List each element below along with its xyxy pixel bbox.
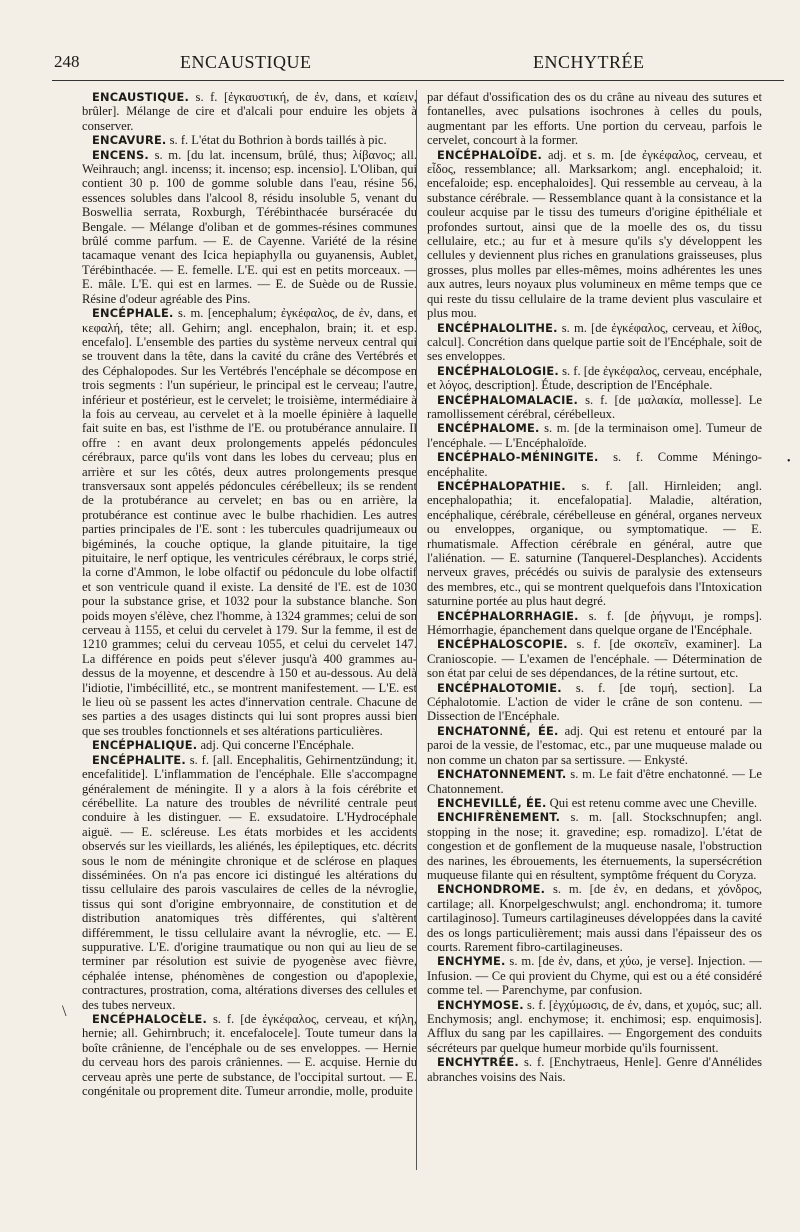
right-running-head: ENCHYTRÉE xyxy=(533,52,645,72)
entry-definition: s. m. [de ἐν, dans, et χύω, je verse]. Injection. — Infusion. — Ce qui provient du Chyme, qui est ou a été considéré comme tel. — Parenchyme, par confusion. xyxy=(427,954,762,998)
dictionary-entry xyxy=(427,393,762,422)
dictionary-entry xyxy=(427,321,762,364)
entry-headword: ENCAVURE. xyxy=(92,133,167,148)
entry-definition: s. f. [de τομή, section]. La Céphalotomie. L'action de vider le crâne de son contenu. — Dissection de l'Encéphale. xyxy=(427,680,762,724)
entry-definition: s. f. [de σκοπεῖν, examiner]. La Cranioscopie. — L'examen de l'encéphale. — Détermination de son état par celui de ses dépendances, de la rétine surtout, etc. xyxy=(427,637,762,681)
entry-headword: ENCÉPHALOTOMIE. xyxy=(437,680,562,695)
entry-definition: s. f. [de ἐγκέφαλος, cerveau, et κήλη, hernie; all. Gehirnbruch; it. encefalocele]. Toute tumeur dans la boîte crânienne, de l'encéphale ou de ses enveloppes. — Hernie du cerveau hors des parois crâniennes. — E. acquise. Hernie du cerveau après une perte de substance, de l'occipital surtout. — E. congénitale ou proprement dite. Tumeur arrondie, molle, produite xyxy=(82,1012,417,1099)
entry-definition: s. f. [Enchytraeus, Henle]. Genre d'Annélides abranches voisins des Nais. xyxy=(427,1055,762,1084)
entry-definition: s. f. [de ῥήγνυμι, je romps]. Hémorrhagie, épanchement dans quelque organe de l'Encéphale. xyxy=(427,608,762,638)
right-column xyxy=(427,90,762,1200)
dictionary-entry xyxy=(427,1055,762,1084)
entry-definition: s. m. [encephalum; ἐγκέφαλος, de ἐν, dans, et κεφαλή, tête; all. Gehirn; angl. encephalon, brain; it. et esp. encefalo]. L'ensemble des parties du système nerveux central qui se trouvent dans la tête, dans la cavité du crâne des Vertébrés et des Céphalopodes. Sur les Vertébrés l'encéphale se décompose en trois segments : l'un supérieur, le principal est le cerveau; l'autre, inférieur et postérieur, est le cervelet; le troisième, intermédiaire à la fois au cerveau, au cervelet et à la moelle épinière à laquelle fait suite en bas, est l'isthme de l'E. ou protubérance annulaire. Il offre : en avant deux prolongements appelés pédoncules cérébraux, parce qu'ils vont dans les lobes du cerveau; plus en arrière et sur les côtés, deux autres prolongements presque transversaux sont appelés pédoncules cérébelleux; ils se rendent de la protubérance au cervelet; en bas ou en arrière, la protubérance est continue avec le bulbe rhachidien. Les autres parties principales de l'E. sont : les tubercules quadrijumeaux ou bigéminés, la couche optique, la glande pituitaire, la tige pituitaire, le nerf optique, les ventricules cérébraux, le corps strié, la corne d'Ammon, le lobe olfactif ou pédoncule du lobe olfactif et son ventricule quand il existe. La densité de l'E. est de 1030 pour la substance grise, et 1032 pour la substance blanche. Son poids moyen s'élève, chez l'homme, à 1324 grammes; celui de son cerveau à 1155, et celui du cervelet à 179. Sur la femme, il est de 1210 grammes; celui du cerveau 1055, et celui du cervelet 147. La différence en poids peut s'élever jusqu'à 400 grammes au-dessus de la moyenne, et descendre à 150 et au-dessous. Au delà l'idiotie, l'imbécillité, etc., se montrent manifestement. — L'E. est le lieu où se passent les actes d'innervation centrale. Chacune de ses parties a des usages distincts qui lui sont propres aussi bien que ses troubles fonctionnels et ses altérations particulières. xyxy=(82,306,417,738)
dictionary-entry xyxy=(427,796,762,810)
entry-headword: ENCÉPHALOMALACIE. xyxy=(437,392,579,407)
entry-definition: s. m. [du lat. incensum, brûlé, thus; λίβανος; all. Weihrauch; angl. incenss; it. incenso; esp. incensio]. L'Oliban, qui contient 30 p. 100 de gomme soluble dans l'eau, résine 56, essences solubles dans l'alcool 8, résidu insoluble 5, venant du Boswellia serrata, Roxburgh, Térébinthacée burséracée du Bengale. — Mélange d'oliban et de gommes-résines communes brûlé comme parfum. — E. de Cayenne. Variété de la résine tacamaque venant des Icica hepiaphylla ou guyanensis, Aublet, Térébinthacée. — E. femelle. L'E. qui est en petits morceaux. — E. mâle. L'E. qui est en larmes. — E. de Suède ou de Russie. Résine d'odeur agréable des Pins. xyxy=(82,147,417,306)
entry-definition: Qui est retenu comme avec une Cheville. xyxy=(546,795,758,810)
dictionary-entry xyxy=(427,609,762,638)
dictionary-entry xyxy=(82,133,417,147)
dictionary-entry xyxy=(82,306,417,738)
dictionary-entry xyxy=(427,954,762,997)
entry-definition: adj. Qui concerne l'Encéphale. xyxy=(197,738,355,753)
entry-definition: s. f. [ἐγχύμωσις, de ἐν, dans, et χυμός, suc; all. Enchymosis; angl. enchymose; it. enchimosi; esp. enquimosis]. Afflux du sang par les capillaires. — Engorgement des conduits sécréteurs par quelque humeur morbide qu'ils fournissent. xyxy=(427,997,762,1055)
entry-definition: s. f. [de ἐγκέφαλος, cerveau, encéphale, et λόγος, description]. Étude, description de l'Encéphale. xyxy=(427,363,762,393)
entry-definition: s. f. [de μαλακία, mollesse]. Le ramollissement cérébral, cérébelleux. xyxy=(427,392,762,421)
dictionary-entry xyxy=(427,637,762,680)
margin-dot-icon: • xyxy=(787,456,791,467)
entry-headword: ENCHATONNEMENT. xyxy=(437,767,567,782)
entry-headword: ENCHYMOSE. xyxy=(437,997,524,1012)
dictionary-entry xyxy=(427,681,762,724)
left-running-head: ENCAUSTIQUE xyxy=(180,52,312,72)
running-header xyxy=(0,52,800,78)
header-rule xyxy=(52,80,784,81)
entry-headword: ENCHYTRÉE. xyxy=(437,1055,519,1070)
dictionary-entry xyxy=(82,738,417,752)
entry-definition: s. f. [all. Encephalitis, Gehirnentzündung; it. encefalitide]. L'inflammation de l'encéphale. Elle s'accompagne généralement de méningite. Il y a alors à la fois cérébrite et cérébellite. La nature des troubles de névrilité centrale peut conduire à les distinguer. — E. exsudatoire. L'Hydrocéphale aiguë. — E. scléreuse. Les états morbides et les accidents observés sur les vieillards, les aliénés, les épileptiques, etc. décrits sous le nom de méningite chronique et de sclérose en plaques disséminées. On n'a pas encore ici distingué les altérations du tissu cellulaire des parois vasculaires de celles de la névroglie, tissus qui sont d'origine embryonnaire, de constitution et de distribution anatomiques très différentes, qui s'altèrent différemment, le tissu cellulaire avant la névroglie, etc. — E. suppurative. L'E. d'origine traumatique ou non qui au lieu de se terminer par résolution est suivie de pyogenèse avec fièvre, céphalée intense, phénomènes de congestion ou d'apoplexie, contractures, prostration, coma, altérations diverses des cellules et des tubes nerveux. xyxy=(82,752,417,1012)
page-number: 248 xyxy=(54,52,80,71)
entry-headword: ENCHYME. xyxy=(437,954,506,969)
entry-headword: ENCÉPHALO-MÉNINGITE. xyxy=(437,450,599,465)
entry-headword: ENCÉPHALE. xyxy=(92,306,174,321)
entry-definition: s. f. [ἐγκαυστική, de ἐν, dans, et καίειν, brûler]. Mélange de cire et d'alcali pour enduire les objets à conserver. xyxy=(82,90,417,133)
entry-definition: s. m. Le fait d'être enchatonné. — Le Chatonnement. xyxy=(427,767,762,796)
dictionary-entry xyxy=(427,724,762,767)
entry-headword: ENCHIFRÈNEMENT. xyxy=(437,810,561,825)
entry-headword: ENCÉPHALOLOGIE. xyxy=(437,363,559,378)
entry-headword: ENCÉPHALOÏDE. xyxy=(437,147,543,162)
entry-headword: ENCÉPHALORRHAGIE. xyxy=(437,608,579,623)
dictionary-entry xyxy=(82,753,417,1012)
entry-definition: par défaut d'ossification des os du crâne au niveau des sutures et fontanelles, avec pulsations isochrones à celles du pouls, augmentant par les efforts. Une portion du cerveau, parfois le cervelet, concourt à la former. xyxy=(427,90,762,148)
margin-mark-icon: \ xyxy=(62,1003,67,1020)
dictionary-entry xyxy=(427,450,762,479)
entry-definition: adj. et s. m. [de ἐγκέφαλος, cerveau, et εἶδος, ressemblance; all. Marksarkom; angl. encephaloid; it. encefaloide; esp. encephaloides]. Qui ressemble au cerveau, à la substance cérébrale. — Ressemblance quant à la consistance et la couleur acquise par le tissu des tumeurs d'origine épithéliale et profondes surtout, ainsi que de la moelle des os, du tissu cellulaire, etc.; au fur et à mesure qu'ils s'y développent les cellules y deviennent plus riches en granulations graisseuses, plus grosses, plus molles par elles-mêmes, moins adhérentes les unes aux autres, leurs noyaux plus volumineux en même temps que ce qui reste du tissu cellulaire de la trame devient plus vasculaire et plus mou. xyxy=(427,147,762,321)
dictionary-entry xyxy=(82,90,417,133)
dictionary-entry xyxy=(427,148,762,321)
entry-definition: adj. Qui est retenu et entouré par la paroi de la vessie, de l'estomac, etc., par une muqueuse malade ou non comme un chaton par sa sertissure. — Enkysté. xyxy=(427,723,762,767)
dictionary-entry xyxy=(427,810,762,882)
entry-headword: ENCÉPHALIQUE. xyxy=(92,738,198,753)
entry-definition: s. f. [all. Hirnleiden; angl. encephalopathia; it. encefalopatia]. Maladie, altération, encéphalique, cérébrale, cérébelleuse en général, organes nerveux ou enveloppes, organique, ou symptomatique. — E. rhumatismale. Affection cérébrale en général, autre que l'aliénation. — E. saturnine (Tanquerel-Desplanches). Accidents nerveux graves, précédés ou suivis de paralysie des extenseurs des membres, etc., qui se montrent quelquefois dans l'Intoxication saturnine portée au plus haut degré. xyxy=(427,478,762,609)
dictionary-entry xyxy=(427,998,762,1056)
entry-headword: ENCAUSTIQUE. xyxy=(92,90,190,104)
entry-headword: ENCHONDROME. xyxy=(437,882,546,897)
entry-headword: ENCÉPHALOSCOPIE. xyxy=(437,637,568,652)
entry-headword: ENCHEVILLÉ, ÉE. xyxy=(437,795,547,810)
entry-headword: ENCÉPHALOPATHIE. xyxy=(437,478,566,493)
entry-definition: s. m. [de ἐν, en dedans, et χόνδρος, cartilage; all. Knorpelgeschwulst; angl. enchondroma; it. tumore cartilaginoso]. Tumeurs cartilagineuses développées dans la cavité des os longs particulièrement; mais aussi dans l'épaisseur des os courts. Rarement fibro-cartilagineuses. xyxy=(427,882,762,954)
dictionary-entry xyxy=(82,148,417,306)
dictionary-entry xyxy=(427,421,762,450)
dictionary-entry xyxy=(427,90,762,148)
dictionary-entry xyxy=(427,767,762,796)
entry-definition: s. f. Comme Méningo-encéphalite. xyxy=(427,450,762,479)
dictionary-entry xyxy=(427,479,762,609)
entry-definition: s. m. [all. Stockschnupfen; angl. stopping in the nose; it. gravedine; esp. romadizo]. L'état de congestion et de gonflement de la muqueuse nasale, l'obstruction des narines, les ébrouements, les éternuements, la supersécrétion muqueuse filante qui en résultent, symptôme fréquent du Coryza. xyxy=(427,810,762,882)
entry-headword: ENCÉPHALOME. xyxy=(437,421,540,436)
left-column xyxy=(82,90,417,1200)
entry-headword: ENCHATONNÉ, ÉE. xyxy=(437,723,559,738)
dictionary-entry xyxy=(427,882,762,954)
entry-definition: s. m. [de la terminaison ome]. Tumeur de l'encéphale. — L'Encéphaloïde. xyxy=(427,421,762,450)
entry-headword: ENCENS. xyxy=(92,147,149,162)
dictionary-entry xyxy=(82,1012,417,1098)
entry-headword: ENCÉPHALITE. xyxy=(92,752,186,767)
entry-definition: s. m. [de ἐγκέφαλος, cerveau, et λίθος, calcul]. Concrétion dans quelque partie soit de l'Encéphale, soit de ses enveloppes. xyxy=(427,320,762,364)
entry-definition: s. f. L'état du Bothrion à bords taillés à pic. xyxy=(166,133,387,148)
column-divider xyxy=(416,90,417,1170)
entry-headword: ENCÉPHALOCÈLE. xyxy=(92,1012,207,1026)
entry-headword: ENCÉPHALOLITHE. xyxy=(437,320,558,335)
dictionary-entry xyxy=(427,364,762,393)
